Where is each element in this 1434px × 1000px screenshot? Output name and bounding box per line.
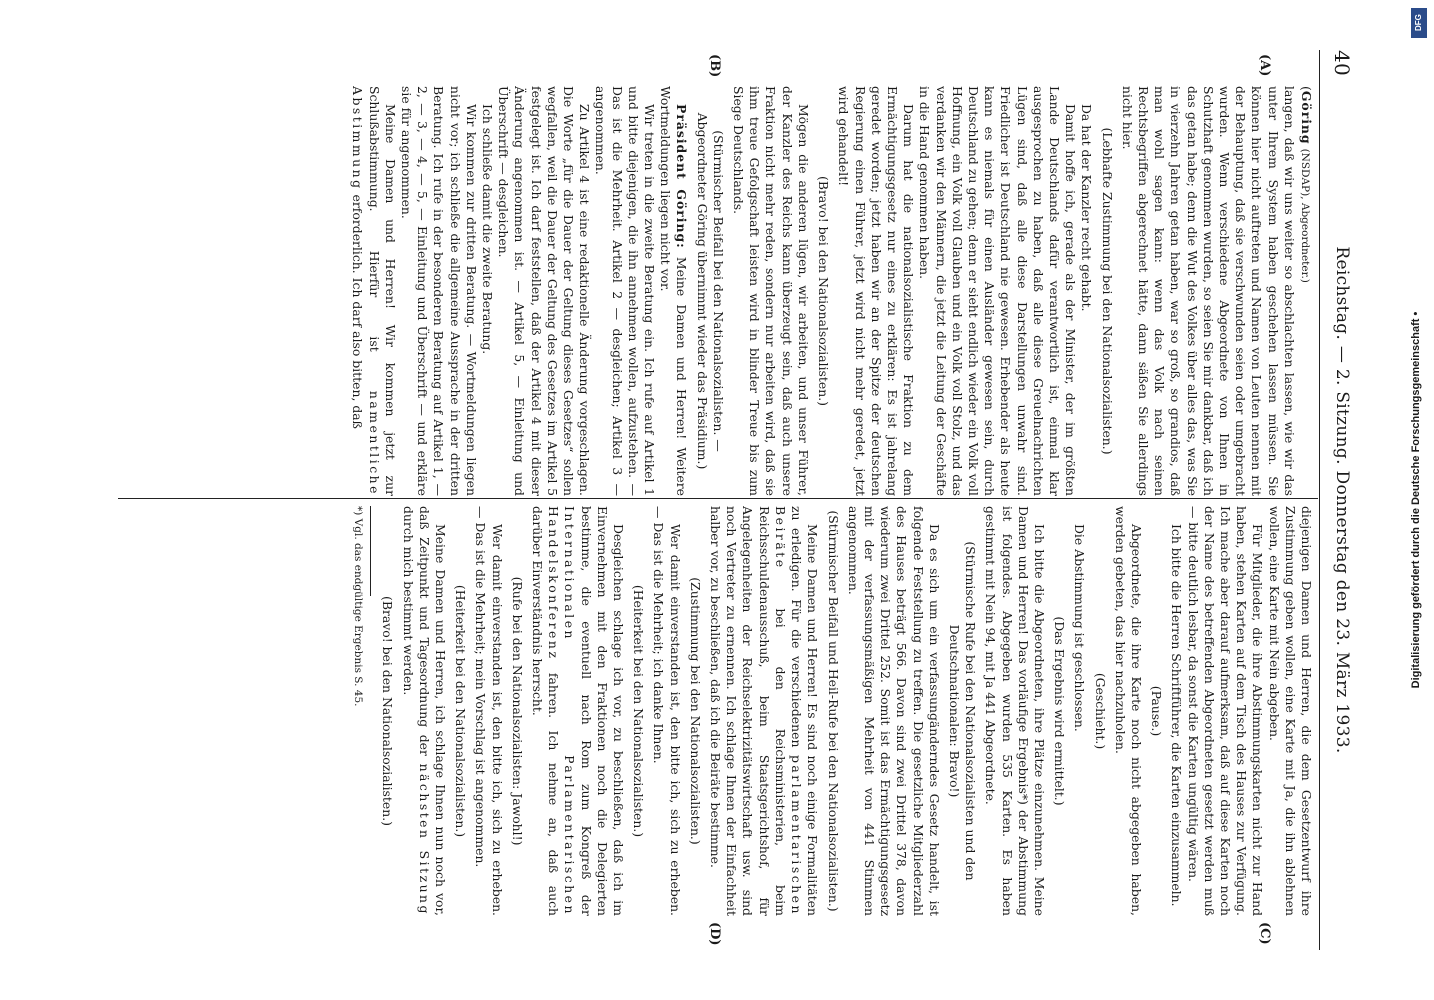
president-paragraph	[657, 86, 689, 496]
reaction: (Zustimmung bei den Nationalsozialisten.)	[687, 577, 703, 845]
margin-marker-d: (D)	[707, 922, 722, 946]
paragraph-text: durch mich bestimmt werden.	[400, 506, 416, 696]
reaction: (Stürmische Rufe bei den Nationalsozialisten und den Deutschnationalen: Bravo!)	[946, 541, 979, 881]
reaction: (Das Ergebnis wird ermittelt.)	[1052, 616, 1068, 806]
dfg-logo-badge: DFG	[1411, 8, 1427, 38]
right-column	[94, 506, 1314, 916]
speaker-line: (Göring (NSDAP), Abgeordneter.)	[1299, 86, 1314, 283]
reaction: (Pause.)	[1149, 685, 1165, 737]
paragraph: Mögen die anderen lügen, wir arbeiten, und unser Führer, der Kanzler des Reichs kann überzeugt sein, daß auch unsere Fraktion nicht mehr reden, sondern nur arbeiten wird, daß sie ihm treue Gefolgschaft leisten wird in blinder Treue bis zum Siege Deutschlands.	[731, 86, 811, 496]
paragraph: Ich schließe damit die zweite Beratung.	[480, 104, 496, 355]
spaced-emphasis: Internationalen Parlamentarischen Handelskonferenz	[546, 506, 578, 916]
paragraph: Wer damit einverstanden ist, den bitte ich, sich zu erheben. — Das ist die Mehrheit; mein Vorschlag ist angenommen.	[473, 506, 505, 916]
margin-marker-c: (C)	[1257, 922, 1272, 945]
paragraph: Wer damit einverstanden ist, den bitte ich, sich zu erheben. — Das ist die Mehrheit; ich danke Ihnen.	[651, 506, 683, 916]
paragraph: Da es sich um ein verfassungänderndes Gesetz handelt, ist folgende Feststellung zu treffen. Die gesetzliche Mitgliederzahl des Hauses beträgt 566. Davon sind zwei Drittel 378, davon wiederum zwei Drittel 252. Somit ist das Ermächtigungsgesetz mit der verfassungsmäßigen Mehrheit von 441 Stimmen angenommen.	[845, 506, 942, 916]
paragraph: Ich bitte die Herren Schriftführer, die Karten einzusammeln.	[1169, 524, 1185, 907]
paragraph: Wir kommen zur dritten Beratung. — Wortmeldungen liegen nicht vor; ich schließe die allgemeine Aussprache in der dritten Beratung. Ich rufe in der besonderen Beratung auf Artikel 1, — 2, — 3, — 4, — 5, — Einleitung und Überschrift — und erkläre sie für angenommen.	[399, 86, 479, 496]
reaction: (Stürmischer Beifall und Heil-Rufe bei den Nationalsozialisten.)	[825, 510, 841, 912]
paragraph	[399, 506, 448, 916]
page-number: 40	[1330, 50, 1354, 77]
rotated-document-page	[62, 50, 1362, 950]
speaker-party: (NSDAP), Abgeordneter.)	[1299, 148, 1311, 283]
paragraph: Damit hoffe ich, gerade als der Minister, der im größten Lande Deutschlands dafür verantwortlich ist, einmal klar ausgesprochen zu haben, daß alle diese Greuelnachrichten Lügen sind, daß alle diese Darstellungen unwahr sind. Friedlicher ist Deutschland nie gewesen. Erhebender als heute kann es niemals für einen Ausländer gewesen sein, durch Deutschland zu gehen; denn er sieht endlich wieder ein Volk voll Hoffnung, ein Volk voll Glauben und ein Volk voll Stolz, und das verdanken wir den Männern, die jetzt die Leitung der Geschäfte in die Hand genommen haben.	[917, 86, 1079, 496]
paragraph-text: fahren. Ich nehme an, daß auch darüber Einverständnis herrscht.	[530, 506, 562, 916]
paragraph	[707, 506, 820, 916]
reaction: (Geschieht.)	[1092, 672, 1108, 750]
speaker-name: Göring	[1299, 90, 1314, 145]
paragraph-text: Meine Damen und Herren! Weitere Wortmeldungen liegen nicht vor.	[658, 86, 690, 496]
paragraph-text: Meine Damen und Herren, ich schlage Ihnen nun noch vor, daß Zeitpunkt und Tagesordnung der	[416, 506, 449, 916]
footnote-rule	[370, 506, 371, 596]
paragraph: langen, daß wir uns weiter so abschlachten lassen, wie wir das unter Ihrem System haben geschehen lassen müssen. Sie können hier nicht auftreten und Namen von Leuten nennen mit der Behauptung, daß sie verschwunden seien oder umgebracht wurden. Wenn verschiedene Abgeordnete von Ihnen in Schutzhaft genommen wurden, so seien Sie mir dankbar, daß ich das getan habe; denn die Wut des Volkes über alles das, was Sie in vierzehn Jahren getan haben, war so groß, so grandios, daß man wohl sagen kann: wenn das Volk nach seinen Rechtsbegriffen abgerechnet hätte, dann säßen Sie allerdings nicht hier.	[1119, 86, 1297, 496]
reaction: (Heiterkeit bei den Nationalsozialisten.)	[453, 584, 469, 838]
spaced-emphasis: namentliche Abstimmung	[350, 86, 382, 496]
column-divider	[118, 498, 1318, 499]
paragraph: diejenigen Damen und Herren, die dem Gesetzentwurf ihre Zustimmung geben wollen, eine Karte mit Ja, die ihn ablehnen wollen, eine Karte mit Nein abgeben.	[1266, 506, 1314, 916]
paragraph-text: bei den Reichsministerien, beim Reichsschuldenausschuß, beim Staatsgerichtshof, für Angelegenheiten der Reichselektrizitätswirtschaft usw. sind noch Vertreter zu ernennen. Ich schlage Ihnen der Einfachheit halber vor, zu beschließen, daß ich die Beiräte bestimme.	[708, 506, 788, 916]
paragraph-text: erforderlich. Ich darf also bitten, daß	[350, 194, 366, 429]
spaced-emphasis: nächsten Sitzung	[416, 763, 432, 916]
paragraph	[349, 86, 398, 496]
paragraph: Wir treten in die zweite Beratung ein. Ich rufe auf Artikel 1 und bitte diejenigen, die ihn annehmen wollen, aufzustehen. — Das ist die Mehrheit. Artikel 2 — desgleichen; Artikel 3 — angenommen.	[593, 86, 658, 496]
margin-marker-b: (B)	[707, 54, 722, 78]
reaction: (Lebhafte Zustimmung bei den Nationalsozialisten.)	[1099, 127, 1115, 455]
left-column	[94, 86, 1314, 496]
reaction: (Stürmischer Beifall bei den Nationalsozialisten. — Abgeordneter Göring übernimmt wieder das Präsidium.)	[694, 112, 726, 470]
paragraph: Abgeordnete, die ihre Karte noch nicht abgegeben haben, werden gebeten, das hier nachzuholen.	[1112, 506, 1144, 916]
reaction: (Rufe bei den Nationalsozialisten: Jawohl!)	[509, 576, 525, 846]
paragraph-text: Meine Damen und Herren! Wir kommen jetzt zur Schlußabstimmung. Hierfür ist	[366, 86, 398, 496]
funding-sidebar	[1404, 0, 1434, 1000]
paragraph: Da hat der Kanzler recht gehabt.	[1079, 104, 1095, 312]
reaction: (Bravo! bei den Nationalsozialisten.)	[380, 596, 396, 826]
margin-marker-a: (A)	[1257, 54, 1272, 77]
paragraph-text: Meine Damen und Herren! Es sind noch einige Formalitäten zu erledigen. Für die verschiedenen	[789, 506, 821, 916]
paragraph: Die Abstimmung ist geschlossen.	[1072, 524, 1088, 732]
president-name: Präsident Göring:	[674, 104, 690, 249]
paragraph: Ich bitte die Abgeordneten, ihre Plätze einzunehmen. Meine Damen und Herren! Das vorläufige Ergebnis*) der Abstimmung ist folgendes. Abgegeben wurden 535 Karten. Es haben gestimmt mit Nein 94, mit Ja 441 Abgeordnete.	[983, 506, 1047, 916]
footnote: *) Vgl. das endgültige Ergebnis S. 45.	[352, 506, 365, 707]
page-header-title: Reichstag. — 2. Sitzung. Donnerstag den 23. März 1933.	[1332, 246, 1352, 754]
paragraph-text: Desgleichen schlage ich vor, zu beschließen, daß ich im Einvernehmen mit den Fraktionen noch die Delegierten bestimme, die eventuell nach Rom zum Kongreß der	[578, 506, 627, 916]
paragraph: Darum hat die nationalsozialistische Fraktion zu dem Ermächtigungsgesetz nur eines zu erklären: Es ist jahrelang geredet worden; jetzt haben wir an der Spitze der deutschen Regierung einen Führer, jetzt wird nicht mehr geredet, jetzt wird gehandelt!	[836, 86, 917, 496]
funding-notice: Digitalisierung gefördert durch die Deutsche Forschungsgemeinschaft •	[1410, 311, 1422, 689]
reaction: (Heiterkeit bei den Nationalsozialisten.)	[631, 584, 647, 838]
page-header	[1319, 50, 1362, 950]
paragraph	[529, 506, 626, 916]
paragraph: Für Mitglieder, die ihre Abstimmungskarten nicht zur Hand haben, stehen Karten auf dem Tisch des Hauses zur Verfügung. Ich mache aber darauf aufmerksam, daß auf diese Karten noch der Name des betreffenden Abgeordneten gesetzt werden muß — bitte deutlich lesbar, da sonst die Karten ungültig wären.	[1185, 506, 1266, 916]
reaction: (Bravo! bei den Nationalsozialisten.)	[816, 176, 832, 406]
paragraph: Zu Artikel 4 ist eine redaktionelle Änderung vorgeschlagen. Die Worte „für die Dauer der Geltung dieses Gesetzes“ sollen wegfallen, weil die Dauer der Geltung des Gesetzes im Artikel 5 festgelegt ist. Ich darf feststellen, daß der Artikel 4 mit dieser Änderung angenommen ist. — Artikel 5, — Einleitung und Überschrift — desgleichen.	[496, 86, 593, 496]
spaced-emphasis: parlamentarischen Beiräte	[772, 506, 805, 916]
